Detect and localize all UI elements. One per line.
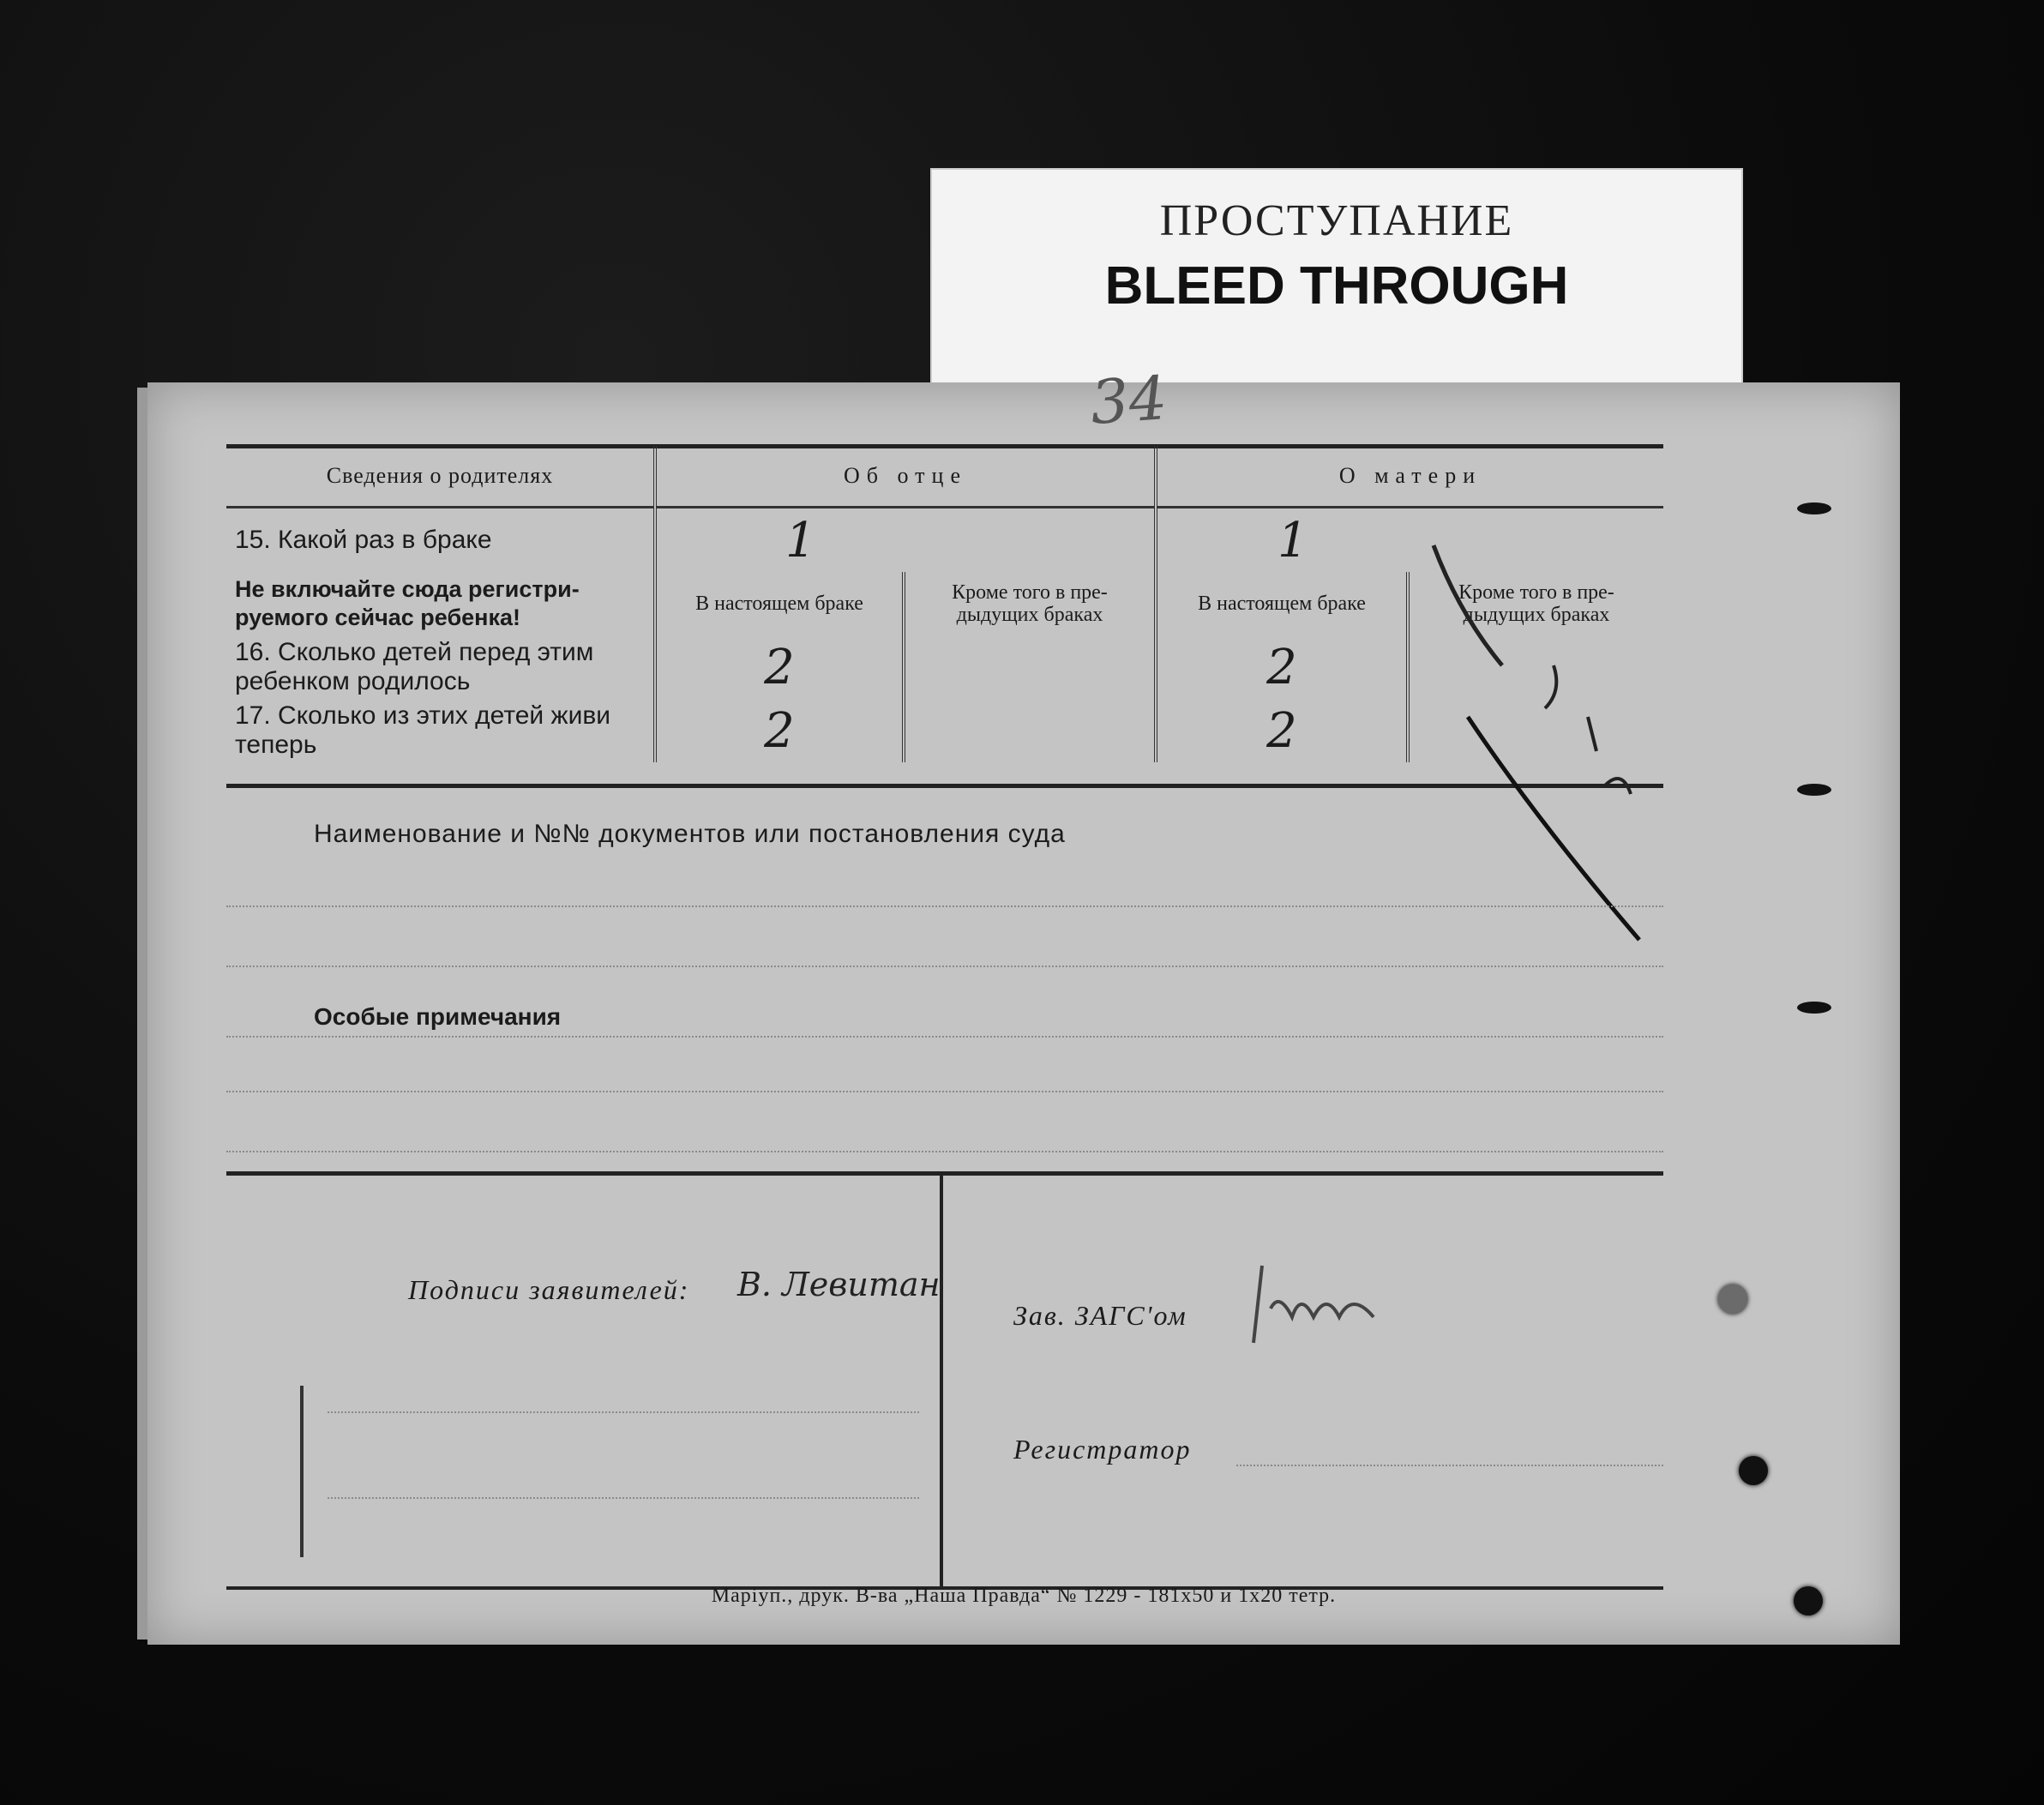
row16-father-previous — [904, 635, 1156, 699]
row16-mother-current: 2 — [1156, 635, 1408, 699]
signature-divider — [940, 1171, 943, 1588]
label-english: BLEED THROUGH — [1104, 256, 1569, 316]
torn-edge — [1797, 502, 1831, 514]
row15-label: 15. Какой раз в браке — [235, 526, 492, 554]
row17-label: 17. Сколько из этих детей живи теперь — [235, 701, 611, 759]
dotted-line — [226, 1151, 1663, 1152]
notes-label: Особые примечания — [314, 1003, 562, 1030]
dotted-line — [328, 1497, 919, 1499]
row17-father-previous — [904, 699, 1156, 762]
dotted-line — [1236, 1465, 1663, 1466]
applicants-signature: В. Левитан — [737, 1266, 941, 1303]
header-father: Об отце — [655, 446, 1156, 508]
header-mother: О матери — [1156, 446, 1663, 508]
row16-label: 16. Сколько детей перед этим ребенком родилось — [235, 638, 594, 695]
mother-previous-header: Кроме того в пре-дыдущих браках — [1408, 572, 1663, 635]
applicants-label: Подписи заявителей: — [408, 1274, 690, 1305]
punch-hole — [1794, 1586, 1823, 1615]
bleed-through-label-card — [930, 168, 1743, 386]
row17-father-current: 2 — [655, 699, 904, 762]
row15-mother: 1 — [1156, 508, 1663, 573]
punch-hole — [1718, 1285, 1747, 1314]
zags-signature-scribble — [1245, 1257, 1416, 1360]
father-current-header: В настоящем браке — [655, 572, 904, 635]
dotted-line — [226, 966, 1663, 967]
document-page — [147, 362, 1900, 1645]
dotted-line — [226, 1091, 1663, 1092]
header-parents: Сведения о родителях — [226, 446, 655, 508]
label-russian: ПРОСТУПАНИЕ — [1159, 196, 1514, 245]
warning-note: Не включайте сюда регистри-руемого сейчас ребенка! — [235, 576, 580, 630]
brace-mark — [300, 1386, 309, 1557]
dotted-line — [328, 1411, 919, 1413]
father-previous-header: Кроме того в пре-дыдущих браках — [904, 572, 1156, 635]
row16-father-current: 2 — [655, 635, 904, 699]
row15-father: 1 — [655, 508, 1156, 573]
printer-footer: Маріуп., друк. В-ва „Наша Правда“ № 1229 - 181x50 и 1x20 тетр. — [711, 1585, 1337, 1607]
registrar-label: Регистратор — [1013, 1434, 1192, 1465]
page-number: 34 — [1088, 362, 1169, 439]
handwritten-marks — [1382, 494, 1691, 974]
documents-label: Наименование и №№ документов или постановления суда — [314, 820, 1066, 848]
zags-label: Зав. ЗАГС'ом — [1013, 1300, 1187, 1331]
dotted-line — [226, 906, 1663, 907]
dotted-line — [226, 1036, 1663, 1038]
signature-top-rule — [226, 1171, 1663, 1176]
torn-edge — [1797, 784, 1831, 796]
torn-edge — [1797, 1002, 1831, 1014]
mother-current-header: В настоящем браке — [1156, 572, 1408, 635]
row17-mother-current: 2 — [1156, 699, 1408, 762]
punch-hole — [1739, 1456, 1768, 1485]
